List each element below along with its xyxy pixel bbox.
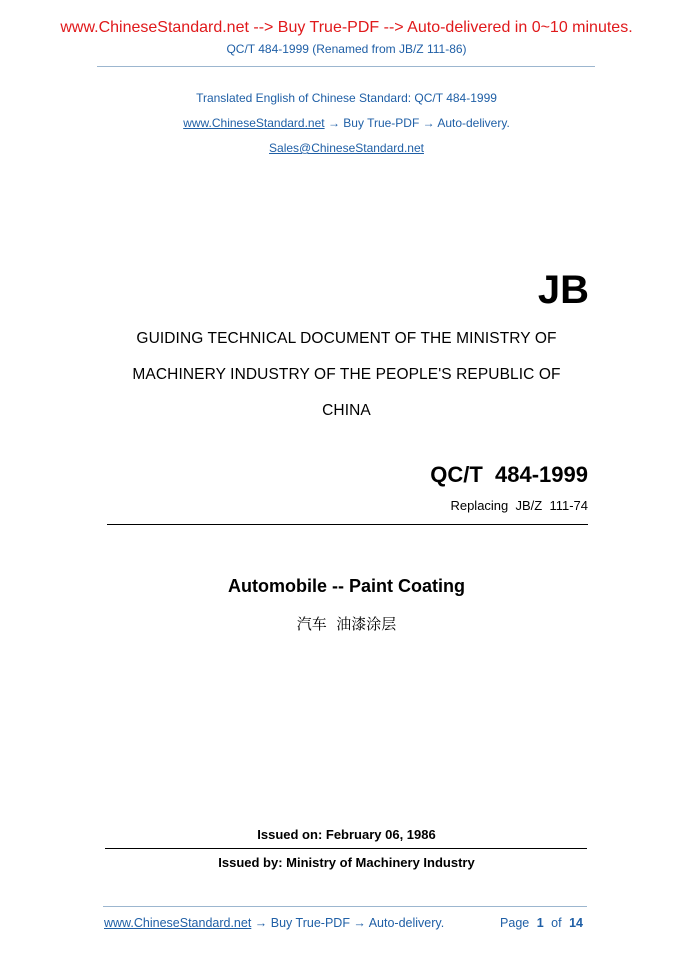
sales-line	[0, 141, 693, 155]
title-english: Automobile -- Paint Coating	[228, 576, 465, 596]
replacing-note: Replacing JB/Z 111-74	[450, 498, 588, 513]
footer-promo-text: → Buy True-PDF → Auto-delivery.	[254, 916, 445, 930]
page-of: of	[551, 916, 562, 930]
issued-by: Issued by: Ministry of Machinery Industry	[218, 855, 475, 870]
promo-line	[0, 116, 693, 130]
sales-email-link[interactable]: Sales@ChineseStandard.net	[269, 141, 424, 155]
page-total: 14	[569, 916, 583, 930]
footer-divider	[103, 906, 587, 907]
page-label: Page	[500, 916, 530, 930]
issued-on: Issued on: February 06, 1986	[257, 827, 436, 842]
footer-site-link[interactable]: www.ChineseStandard.net	[104, 916, 252, 930]
title-divider	[107, 524, 588, 525]
site-link[interactable]: www.ChineseStandard.net	[183, 116, 325, 130]
footer-promo	[104, 916, 444, 930]
issued-divider	[105, 848, 587, 849]
title-chinese: 汽车 油漆涂层	[296, 615, 397, 633]
top-banner[interactable]: www.ChineseStandard.net --> Buy True-PDF --> Auto-delivered in 0~10 minutes.	[60, 19, 633, 36]
header-divider	[97, 66, 595, 67]
translated-line: Translated English of Chinese Standard: QC/T 484-1999	[196, 91, 497, 105]
standard-code: JB	[537, 268, 589, 312]
ministry-line-2: MACHINERY INDUSTRY OF THE PEOPLE'S REPUBLIC OF	[132, 366, 561, 383]
sub-banner: QC/T 484-1999 (Renamed from JB/Z 111-86)	[226, 42, 467, 56]
page-current: 1	[536, 916, 544, 930]
promo-text: → Buy True-PDF → Auto-delivery.	[327, 116, 510, 130]
ministry-line-3: CHINA	[322, 402, 371, 419]
standard-number: QC/T 484-1999	[430, 462, 588, 487]
ministry-line-1: GUIDING TECHNICAL DOCUMENT OF THE MINISTRY OF	[136, 330, 557, 347]
page-indicator	[500, 916, 583, 930]
